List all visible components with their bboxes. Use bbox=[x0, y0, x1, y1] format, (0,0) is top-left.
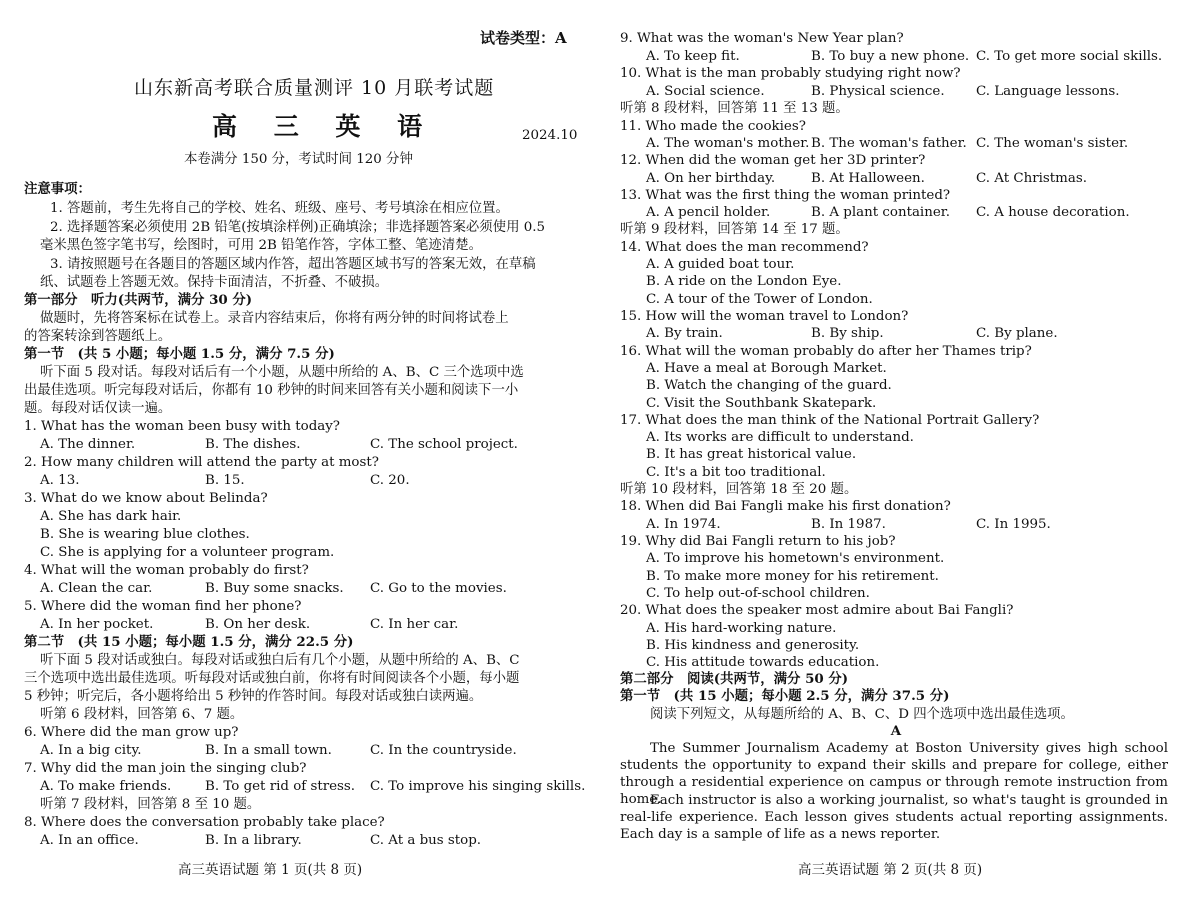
option-a: A. In a big city. bbox=[40, 743, 142, 758]
option-c: C. In 1995. bbox=[976, 517, 1051, 532]
paper-type: 试卷类型：A bbox=[480, 29, 567, 47]
question-16: 16. What will the woman probably do after her Thames trip? bbox=[620, 344, 1032, 359]
option-a: A. She has dark hair. bbox=[40, 509, 182, 524]
option-c: C. By plane. bbox=[976, 326, 1058, 341]
option-b: B. In a small town. bbox=[205, 743, 332, 758]
option-b: B. At Halloween. bbox=[811, 171, 925, 186]
option-c: C. In her car. bbox=[370, 617, 459, 632]
option-c: C. To improve his singing skills. bbox=[370, 779, 586, 794]
option-c: C. To get more social skills. bbox=[976, 49, 1163, 64]
option-a: A. On her birthday. bbox=[646, 171, 776, 186]
option-c: C. At Christmas. bbox=[976, 171, 1087, 186]
option-c: C. Go to the movies. bbox=[370, 581, 507, 596]
question-8: 8. Where does the conversation probably take place? bbox=[24, 815, 385, 830]
option-a: A. His hard-working nature. bbox=[646, 621, 837, 636]
option-b: B. To buy a new phone. bbox=[811, 49, 970, 64]
option-c: C. The woman's sister. bbox=[976, 136, 1129, 151]
sec2-desc-3: 5 秒钟；听完后，各小题将给出 5 秒钟的作答时间。每段对话或独白读两遍。 bbox=[24, 689, 483, 704]
material-6: 听第 6 段材料，回答第 6、7 题。 bbox=[40, 707, 244, 722]
sec2-desc-1: 听下面 5 段对话或独白。每段对话或独白后有几个小题，从题中所给的 A、B、C bbox=[40, 653, 520, 668]
passage-label: A bbox=[890, 723, 902, 739]
option-a: A. The dinner. bbox=[40, 437, 136, 452]
question-6: 6. Where did the man grow up? bbox=[24, 725, 239, 740]
question-18: 18. When did Bai Fangli make his first donation? bbox=[620, 499, 951, 514]
option-a: A. In her pocket. bbox=[40, 617, 154, 632]
option-c: C. At a bus stop. bbox=[370, 833, 482, 848]
option-a: A. By train. bbox=[646, 326, 723, 341]
question-9-options bbox=[620, 48, 1162, 65]
material-9: 听第 9 段材料，回答第 14 至 17 题。 bbox=[620, 222, 849, 237]
option-c: C. The school project. bbox=[370, 437, 518, 452]
option-b: B. Physical science. bbox=[811, 84, 945, 99]
option-b: B. A plant container. bbox=[811, 205, 950, 220]
question-20: 20. What does the speaker most admire about Bai Fangli? bbox=[620, 603, 1014, 618]
option-c: C. She is applying for a volunteer program. bbox=[40, 545, 335, 560]
question-5-options bbox=[24, 616, 458, 633]
option-b: B. 15. bbox=[205, 473, 245, 488]
option-a: A. To make friends. bbox=[40, 779, 172, 794]
question-15: 15. How will the woman travel to London? bbox=[620, 309, 909, 324]
sec1-desc-1: 听下面 5 段对话。每段对话后有一个小题，从题中所给的 A、B、C 三个选项中选 bbox=[40, 365, 524, 380]
option-c: C. In the countryside. bbox=[370, 743, 517, 758]
notice-1: 1. 答题前，考生先将自己的学校、姓名、班级、座号、考号填涂在相应位置。 bbox=[50, 201, 509, 216]
option-b: B. Buy some snacks. bbox=[205, 581, 344, 596]
notice-2b: 毫米黑色签字笔书写，绘图时，可用 2B 铅笔作答，字体工整、笔迹清楚。 bbox=[40, 238, 482, 253]
sec1-desc-3: 题。每段对话仅读一遍。 bbox=[24, 401, 172, 416]
part1-desc-2: 的答案转涂到答题纸上。 bbox=[24, 329, 172, 344]
question-1: 1. What has the woman been busy with today? bbox=[24, 419, 340, 434]
option-b: B. In 1987. bbox=[811, 517, 886, 532]
part1-desc-1: 做题时，先将答案标在试卷上。录音内容结束后，你将有两分钟的时间将试卷上 bbox=[40, 311, 509, 326]
option-b: B. His kindness and generosity. bbox=[646, 638, 860, 653]
question-15-options bbox=[620, 325, 1058, 342]
option-a: A. In an office. bbox=[40, 833, 139, 848]
option-a: A. A pencil holder. bbox=[646, 205, 771, 220]
option-c: C. To help out-of-school children. bbox=[646, 586, 870, 601]
score-info: 本卷满分 150 分，考试时间 120 分钟 bbox=[184, 152, 413, 167]
exam-title: 山东新高考联合质量测评 10 月联考试题 bbox=[134, 77, 495, 99]
option-a: A. To improve his hometown's environment. bbox=[646, 551, 945, 566]
option-c: C. It's a bit too traditional. bbox=[646, 465, 826, 480]
question-18-options bbox=[620, 516, 1051, 533]
material-7: 听第 7 段材料，回答第 8 至 10 题。 bbox=[40, 797, 261, 812]
question-2-options bbox=[24, 472, 410, 489]
notice-2a: 2. 选择题答案必须使用 2B 铅笔(按填涂样例)正确填涂；非选择题答案必须使用 0.5 bbox=[50, 220, 546, 235]
question-1-options bbox=[24, 436, 518, 453]
page-footer: 高三英语试题 第 1 页(共 8 页) bbox=[178, 862, 363, 878]
question-4: 4. What will the woman probably do first? bbox=[24, 563, 309, 578]
option-b: B. On her desk. bbox=[205, 617, 311, 632]
question-9: 9. What was the woman's New Year plan? bbox=[620, 31, 904, 46]
question-12-options bbox=[620, 170, 1087, 187]
question-11: 11. Who made the cookies? bbox=[620, 119, 806, 134]
question-11-options bbox=[620, 135, 1128, 152]
option-c: C. A tour of the Tower of London. bbox=[646, 292, 873, 307]
option-b: B. The woman's father. bbox=[811, 136, 967, 151]
option-b: B. It has great historical value. bbox=[646, 447, 857, 462]
page-footer: 高三英语试题 第 2 页(共 8 页) bbox=[798, 862, 983, 878]
question-10: 10. What is the man probably studying right now? bbox=[620, 66, 961, 81]
question-4-options bbox=[24, 580, 507, 597]
exam-date: 2024.10 bbox=[522, 128, 578, 143]
option-a: A. 13. bbox=[40, 473, 80, 488]
option-b: B. She is wearing blue clothes. bbox=[40, 527, 250, 542]
option-a: A. To keep fit. bbox=[646, 49, 740, 64]
option-a: A. The woman's mother. bbox=[646, 136, 810, 151]
option-a: A. Social science. bbox=[646, 84, 765, 99]
option-a: A. Its works are difficult to understand. bbox=[646, 430, 914, 445]
option-b: B. The dishes. bbox=[205, 437, 301, 452]
option-a: A. A guided boat tour. bbox=[646, 257, 795, 272]
option-c: C. Language lessons. bbox=[976, 84, 1120, 99]
question-17: 17. What does the man think of the National Portrait Gallery? bbox=[620, 413, 1040, 428]
option-c: C. A house decoration. bbox=[976, 205, 1130, 220]
material-8: 听第 8 段材料，回答第 11 至 13 题。 bbox=[620, 101, 849, 116]
question-7-options bbox=[24, 778, 585, 795]
sec1-title: 第一节 (共 5 小题；每小题 1.5 分，满分 7.5 分) bbox=[24, 346, 335, 362]
part2-title: 第二部分 阅读(共两节，满分 50 分) bbox=[620, 671, 849, 687]
sec1-desc-2: 出最佳选项。听完每段对话后，你都有 10 秒钟的时间来回答有关小题和阅读下一小 bbox=[24, 383, 519, 398]
sec2-title: 第二节 (共 15 小题；每小题 1.5 分，满分 22.5 分) bbox=[24, 634, 354, 650]
question-19: 19. Why did Bai Fangli return to his job? bbox=[620, 534, 896, 549]
subject-title: 高 三 英 语 bbox=[212, 112, 437, 141]
option-c: C. His attitude towards education. bbox=[646, 655, 880, 670]
option-c: C. 20. bbox=[370, 473, 410, 488]
part2-sec1-title: 第一节 (共 15 小题；每小题 2.5 分，满分 37.5 分) bbox=[620, 688, 950, 704]
question-8-options bbox=[24, 832, 481, 849]
notice-3b: 纸、试题卷上答题无效。保持卡面清洁，不折叠、不破损。 bbox=[40, 275, 389, 290]
option-b: B. A ride on the London Eye. bbox=[646, 274, 842, 289]
question-10-options bbox=[620, 83, 1119, 100]
option-b: B. By ship. bbox=[811, 326, 884, 341]
notice-title: 注意事项： bbox=[24, 181, 91, 197]
option-c: C. Visit the Southbank Skatepark. bbox=[646, 396, 877, 411]
question-13-options bbox=[620, 204, 1130, 221]
option-b: B. To make more money for his retirement. bbox=[646, 569, 939, 584]
option-a: A. Have a meal at Borough Market. bbox=[646, 361, 887, 376]
sec2-desc-2: 三个选项中选出最佳选项。听每段对话或独白前，你将有时间阅读各个小题，每小题 bbox=[24, 671, 520, 686]
passage-paragraph-1: The Summer Journalism Academy at Boston University gives high school students the opportunity to expand their skills and prepare for college, either through a residential experience on campus or through remote instruction from home. bbox=[620, 741, 1168, 807]
question-13: 13. What was the first thing the woman printed? bbox=[620, 188, 951, 203]
question-14: 14. What does the man recommend? bbox=[620, 240, 869, 255]
question-3: 3. What do we know about Belinda? bbox=[24, 491, 268, 506]
question-12: 12. When did the woman get her 3D printer? bbox=[620, 153, 926, 168]
question-2: 2. How many children will attend the party at most? bbox=[24, 455, 379, 470]
material-10: 听第 10 段材料，回答第 18 至 20 题。 bbox=[620, 482, 858, 497]
notice-3a: 3. 请按照题号在各题目的答题区域内作答，超出答题区域书写的答案无效，在草稿 bbox=[50, 257, 536, 272]
option-b: B. To get rid of stress. bbox=[205, 779, 356, 794]
option-a: A. Clean the car. bbox=[40, 581, 153, 596]
passage-paragraph-2: Each instructor is also a working journalist, so what's taught is grounded in real-life experience. Each lesson gives students actual reporting assignments. Each day is a sample of life as a news reporter. bbox=[620, 793, 1168, 842]
option-b: B. In a library. bbox=[205, 833, 302, 848]
question-5: 5. Where did the woman find her phone? bbox=[24, 599, 302, 614]
question-7: 7. Why did the man join the singing club? bbox=[24, 761, 307, 776]
option-a: A. In 1974. bbox=[646, 517, 721, 532]
part2-sec1-desc: 阅读下列短文，从每题所给的 A、B、C、D 四个选项中选出最佳选项。 bbox=[650, 707, 1074, 722]
option-b: B. Watch the changing of the guard. bbox=[646, 378, 892, 393]
part1-title: 第一部分 听力(共两节，满分 30 分) bbox=[24, 292, 253, 308]
question-6-options bbox=[24, 742, 517, 759]
